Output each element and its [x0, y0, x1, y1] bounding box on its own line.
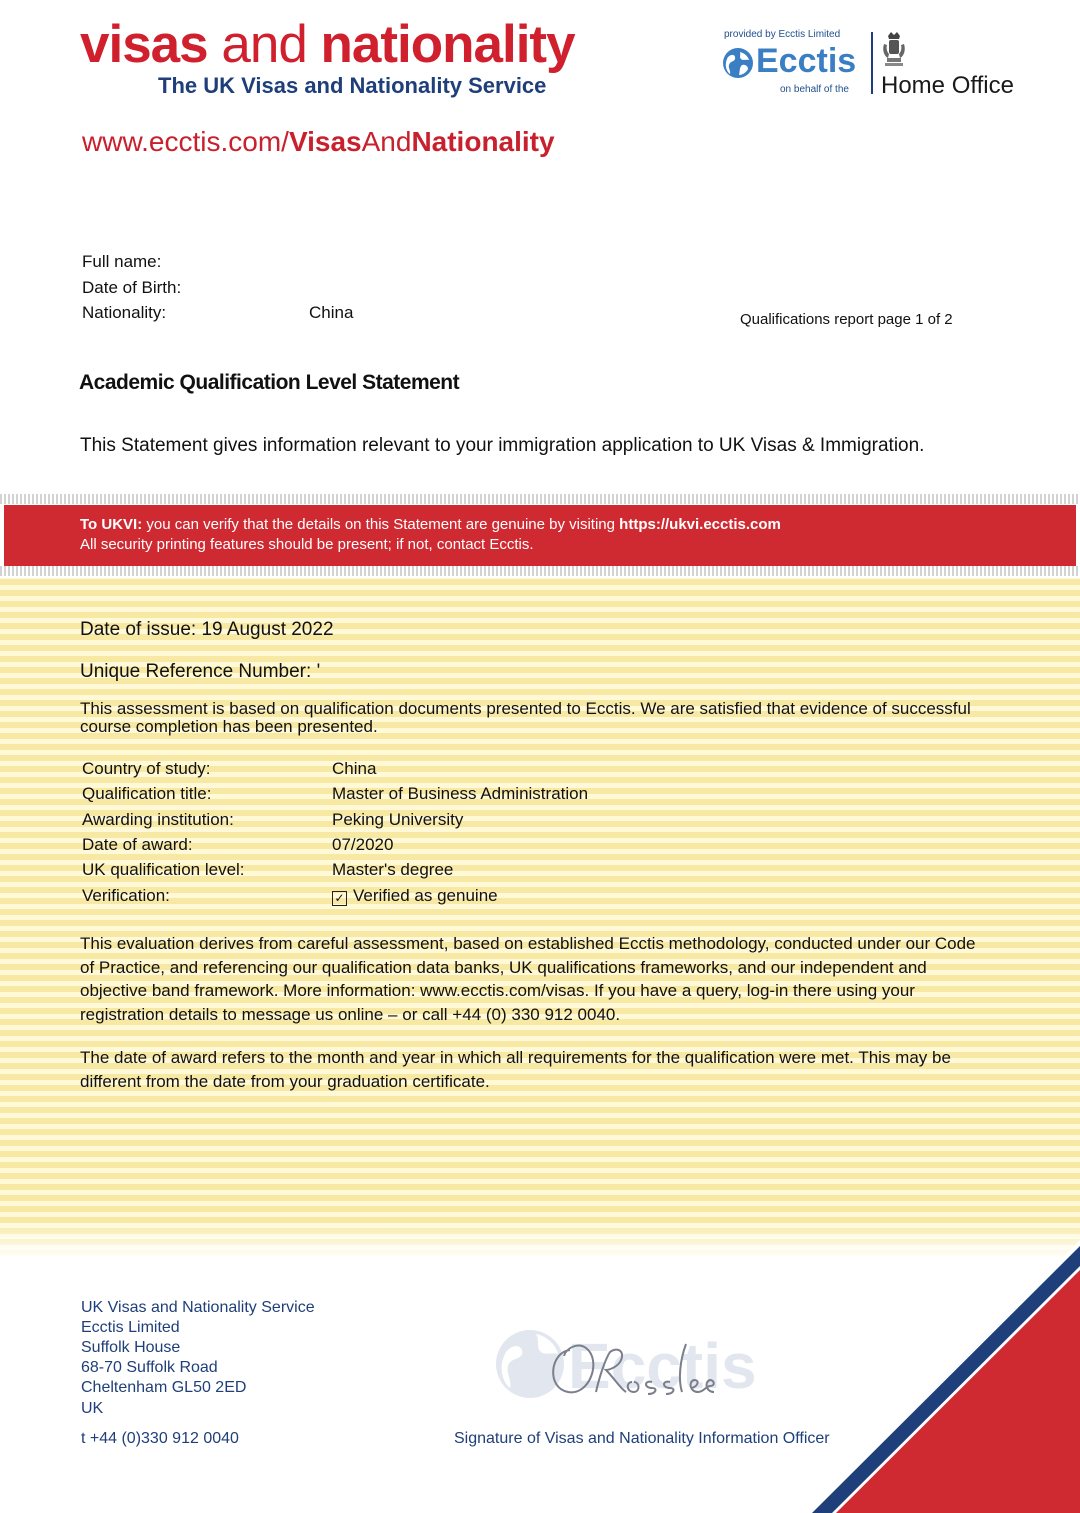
- header-divider: [871, 32, 873, 94]
- date-of-award-label: Date of award:: [82, 835, 193, 854]
- ecctis-globe-icon: [722, 47, 754, 79]
- brand-subtitle: The UK Visas and Nationality Service: [158, 73, 547, 98]
- awarding-institution-label: Awarding institution:: [82, 810, 234, 829]
- verification-value: [332, 886, 498, 906]
- address-line-3: Suffolk House: [81, 1339, 181, 1356]
- statement-title: Academic Qualification Level Statement: [79, 371, 460, 394]
- nationality-label: Nationality:: [82, 303, 167, 322]
- award-date-paragraph: The date of award refers to the month and year in which all requirements for the qualification were met. This may be different from the date from your graduation certificate.: [80, 1048, 951, 1091]
- brand-and: and: [207, 15, 321, 74]
- home-office-text: Home Office: [881, 72, 1014, 99]
- corner-stripe-decoration: [800, 1240, 1080, 1513]
- statement-intro: This Statement gives information relevant to your immigration application to UK Visas & Immigration.: [80, 435, 925, 456]
- qualification-title-label: Qualification title:: [82, 784, 212, 803]
- country-of-study-label: Country of study:: [82, 759, 211, 778]
- ukvi-verify-link[interactable]: https://ukvi.ecctis.com: [619, 516, 781, 533]
- ukvi-verify-body: you can verify that the details on this Statement are genuine by visiting: [142, 516, 620, 533]
- nationality-value: China: [309, 303, 354, 322]
- address-line-2: Ecctis Limited: [81, 1319, 180, 1336]
- brand-visas: visas: [80, 15, 208, 74]
- ecctis-logo-text: Ecctis: [756, 42, 857, 80]
- full-name-label: Full name:: [82, 252, 162, 271]
- signature-caption: Signature of Visas and Nationality Information Officer: [454, 1430, 830, 1447]
- phone-number: t +44 (0)330 912 0040: [81, 1430, 239, 1447]
- address-line-5: Cheltenham GL50 2ED: [81, 1379, 247, 1396]
- page-count: Qualifications report page 1 of 2: [740, 311, 953, 328]
- service-url[interactable]: [82, 126, 555, 158]
- date-of-issue: Date of issue: 19 August 2022: [80, 619, 334, 640]
- verified-checkbox-icon: ✓: [332, 891, 347, 906]
- url-visas: Visas: [288, 126, 362, 157]
- url-nationality: Nationality: [411, 126, 555, 157]
- qualification-title-value: Master of Business Administration: [332, 784, 589, 803]
- date-of-award-value: 07/2020: [332, 835, 394, 854]
- url-and: And: [361, 126, 412, 157]
- security-features-text: All security printing features should be present; if not, contact Ecctis.: [80, 536, 534, 553]
- verification-text: Verified as genuine: [353, 886, 498, 905]
- uk-qualification-level-value: Master's degree: [332, 860, 454, 879]
- ukvi-label: To UKVI:: [80, 516, 143, 533]
- royal-crest-icon: [880, 30, 908, 70]
- on-behalf-text: on behalf of the: [780, 84, 849, 95]
- microprint-strip-top: [0, 494, 1080, 504]
- awarding-institution-value: Peking University: [332, 810, 464, 829]
- brand-nationality: nationality: [320, 15, 575, 74]
- ukvi-verify-text: [80, 516, 781, 533]
- address-line-1: UK Visas and Nationality Service: [81, 1299, 315, 1316]
- microprint-strip-bottom: [0, 566, 1080, 576]
- svg-text:Ecctis: Ecctis: [568, 1330, 757, 1402]
- provided-by-text: provided by Ecctis Limited: [724, 29, 841, 40]
- address-line-4: 68-70 Suffolk Road: [81, 1359, 218, 1376]
- uk-qualification-level-label: UK qualification level:: [82, 860, 245, 879]
- unique-reference-number: Unique Reference Number: ': [80, 661, 321, 682]
- dob-label: Date of Birth:: [82, 278, 182, 297]
- brand-title: [80, 15, 575, 74]
- officer-signature: [540, 1330, 730, 1410]
- url-prefix: www.ecctis.com/: [82, 126, 289, 157]
- address-line-6: UK: [81, 1400, 104, 1417]
- evaluation-paragraph: This evaluation derives from careful assessment, based on established Ecctis methodology, conducted under our Code of Practice, and referencing our qualification data banks, UK qualifications frameworks, and our independent and objective band framework. More information: www.ecctis.com/visas. If you have a query, log-in there using your registration details to message us online – or call +44 (0) 330 912 0040.: [80, 934, 976, 1024]
- verification-label: Verification:: [82, 886, 170, 905]
- country-of-study-value: China: [332, 759, 377, 778]
- assessment-text: This assessment is based on qualification documents presented to Ecctis. We are satisfied that evidence of successful course completion has been presented.: [80, 699, 971, 736]
